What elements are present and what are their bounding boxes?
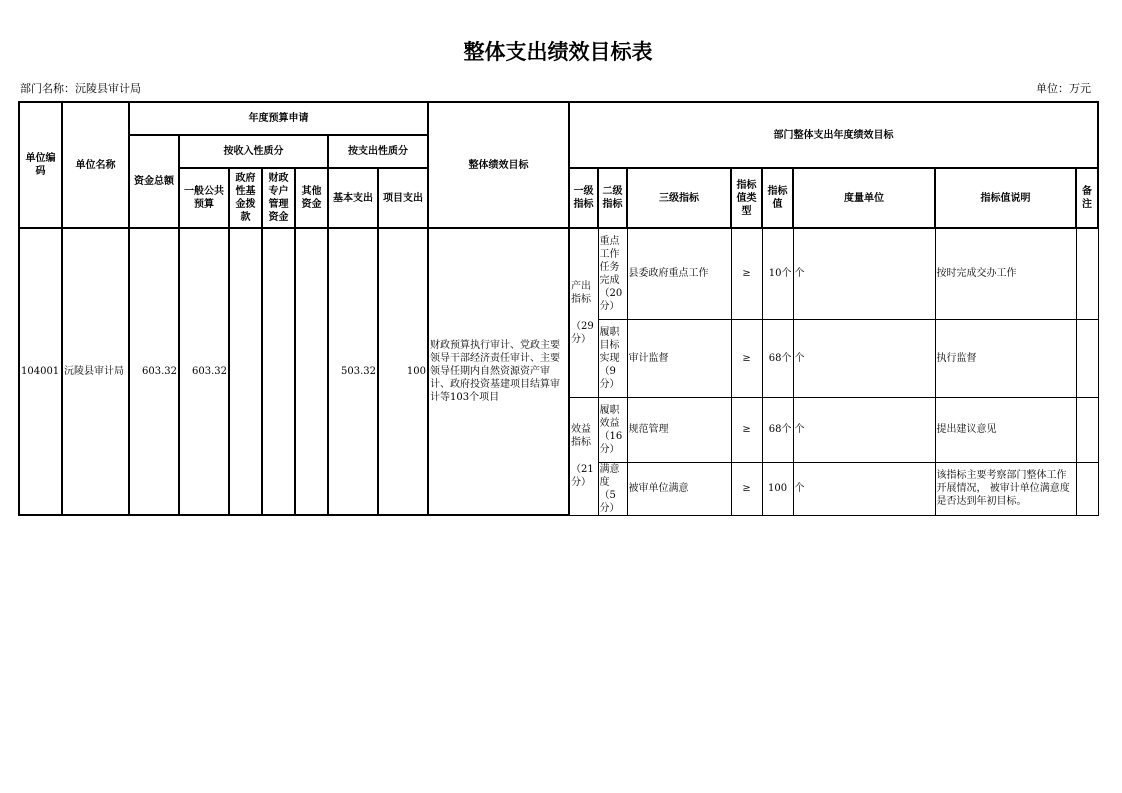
level3-cell: 审计监督 xyxy=(627,319,731,397)
value-cell: 68个 xyxy=(762,397,793,462)
measure-unit-cell: 个 xyxy=(793,397,935,462)
header-unit-name: 单位名称 xyxy=(62,102,129,228)
header-value-desc: 指标值说明 xyxy=(935,168,1076,228)
value-type-cell: ≥ xyxy=(731,462,762,515)
header-value: 指标值 xyxy=(762,168,793,228)
level2-cell: 履职效益（16分） xyxy=(598,397,627,462)
header-special-fund: 财政专户管理资金 xyxy=(262,168,295,228)
header-overall-goal: 整体绩效目标 xyxy=(428,102,569,228)
header-project-expense: 项目支出 xyxy=(378,168,428,228)
measure-unit-cell: 个 xyxy=(793,319,935,397)
level3-cell: 规范管理 xyxy=(627,397,731,462)
header-level2: 二级指标 xyxy=(598,168,627,228)
cell-special-fund xyxy=(262,228,295,515)
level2-cell: 满意度（5分） xyxy=(598,462,627,515)
header-level1: 一级指标 xyxy=(569,168,598,228)
value-type-cell: ≥ xyxy=(731,397,762,462)
value-desc-cell: 该指标主要考察部门整体工作开展情况， 被审计单位满意度是否达到年初目标。 xyxy=(935,462,1076,515)
value-desc-cell: 执行监督 xyxy=(935,319,1076,397)
level1-cell xyxy=(569,397,598,515)
cell-gov-fund xyxy=(229,228,262,515)
cell-basic-expense: 503.32 xyxy=(328,228,378,515)
header-basic-expense: 基本支出 xyxy=(328,168,378,228)
cell-unit-code: 104001 xyxy=(19,228,62,515)
level2-cell: 履职目标实现（9分） xyxy=(598,319,627,397)
cell-general-budget: 603.32 xyxy=(179,228,229,515)
header-dept-goal: 部门整体支出年度绩效目标 xyxy=(569,102,1098,168)
level1-score: （29分） xyxy=(571,320,594,345)
header-fund-total: 资金总额 xyxy=(129,135,179,228)
cell-overall-goal: 财政预算执行审计、党政主要领导干部经济责任审计、主要领导任期内自然资源资产审计、政府投资基建项目结算审计等103个项目 xyxy=(428,228,569,515)
performance-table xyxy=(18,101,1099,516)
department-name: 部门名称：沅陵县审计局 xyxy=(20,82,141,95)
measure-unit-cell: 个 xyxy=(793,228,935,319)
cell-project-expense: 100 xyxy=(378,228,428,515)
cell-other-fund xyxy=(295,228,328,515)
cell-fund-total: 603.32 xyxy=(129,228,179,515)
measure-unit-cell: 个 xyxy=(793,462,935,515)
header-by-income: 按收入性质分 xyxy=(179,135,328,168)
value-desc-cell: 按时完成交办工作 xyxy=(935,228,1076,319)
header-general-budget: 一般公共预算 xyxy=(179,168,229,228)
level3-cell: 被审单位满意 xyxy=(627,462,731,515)
value-cell: 10个 xyxy=(762,228,793,319)
remark-cell xyxy=(1076,319,1098,397)
value-type-cell: ≥ xyxy=(731,228,762,319)
remark-cell xyxy=(1076,397,1098,462)
remark-cell xyxy=(1076,462,1098,515)
level1-cell xyxy=(569,228,598,397)
header-annual-budget: 年度预算申请 xyxy=(129,102,428,135)
level3-cell: 县委政府重点工作 xyxy=(627,228,731,319)
header-unit-code: 单位编码 xyxy=(19,102,62,228)
currency-unit: 单位：万元 xyxy=(1036,82,1091,95)
level1-name: 产出指标 xyxy=(571,280,592,305)
value-cell: 68个 xyxy=(762,319,793,397)
header-measure-unit: 度量单位 xyxy=(793,168,935,228)
header-gov-fund: 政府性基金拨款 xyxy=(229,168,262,228)
header-remark: 备注 xyxy=(1076,168,1098,228)
level1-score: （21分） xyxy=(571,464,594,488)
level2-cell: 重点工作任务完成（20分） xyxy=(598,228,627,319)
header-other-fund: 其他资金 xyxy=(295,168,328,228)
remark-cell xyxy=(1076,228,1098,319)
value-type-cell: ≥ xyxy=(731,319,762,397)
header-value-type: 指标值类型 xyxy=(731,168,762,228)
cell-unit-name: 沅陵县审计局 xyxy=(62,228,129,515)
header-level3: 三级指标 xyxy=(627,168,731,228)
page-title: 整体支出绩效目标表 xyxy=(463,40,653,64)
value-cell: 100 xyxy=(762,462,793,515)
level1-name: 效益指标 xyxy=(571,424,592,448)
value-desc-cell: 提出建议意见 xyxy=(935,397,1076,462)
header-by-expense: 按支出性质分 xyxy=(328,135,428,168)
